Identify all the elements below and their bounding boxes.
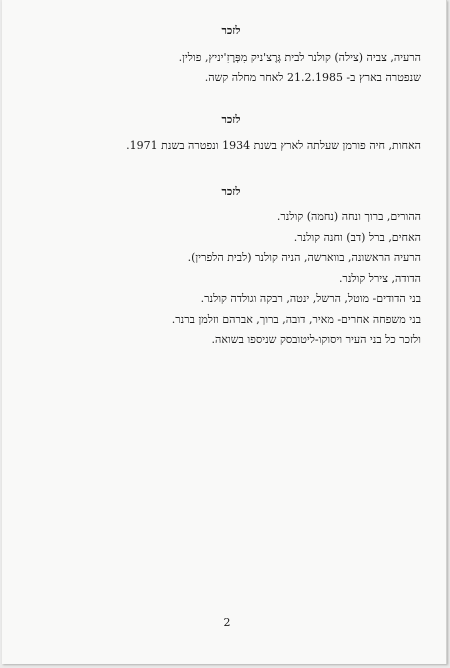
text-line: בני משפחה אחרים- מאיר, דובה, ברוך, אברהם וזלמן ברנר.	[171, 312, 421, 326]
document-page	[2, 0, 447, 664]
text-line: בני הדודים- מוטל, הרשל, ינטה, רבקה וגולדה קולנר.	[200, 292, 421, 305]
text-line: הרעיה הראשונה, בווארשה, הניה קולנר (לבית הלפרין).	[187, 251, 421, 264]
memorial-section-family	[2, 185, 446, 351]
section-heading: לזכר	[221, 113, 241, 126]
text-line: שנפטרה בארץ ב- 21.2.1985 לאחר מחלה קשה.	[204, 71, 421, 84]
memorial-section-wife	[2, 24, 446, 88]
text-line: ולזכר כל בני העיר ויסוקו-ליטובסק שניספו בשואה.	[211, 333, 421, 346]
text-line: הדודה, צירל קולנר.	[338, 271, 421, 285]
memorial-section-sister	[2, 113, 446, 156]
text-line: האחים, ברל (דב) וחנה קולנר.	[293, 230, 421, 244]
text-line: האחות, חיה פורמן שעלתה לארץ בשנת 1934 ונפטרה בשנת 1971.	[126, 139, 421, 152]
page-number: 2	[223, 616, 231, 629]
text-line: ההורים, ברוך ונחה (נחמה) קולנר.	[276, 210, 421, 223]
section-heading: לזכר	[221, 24, 241, 37]
text-line: הרעיה, צביה (צילה) קולנר לבית גְּרֶצ'ניק מִפְּרֶזִ'יניץ, פולין.	[178, 51, 421, 64]
section-heading: לזכר	[221, 185, 241, 198]
